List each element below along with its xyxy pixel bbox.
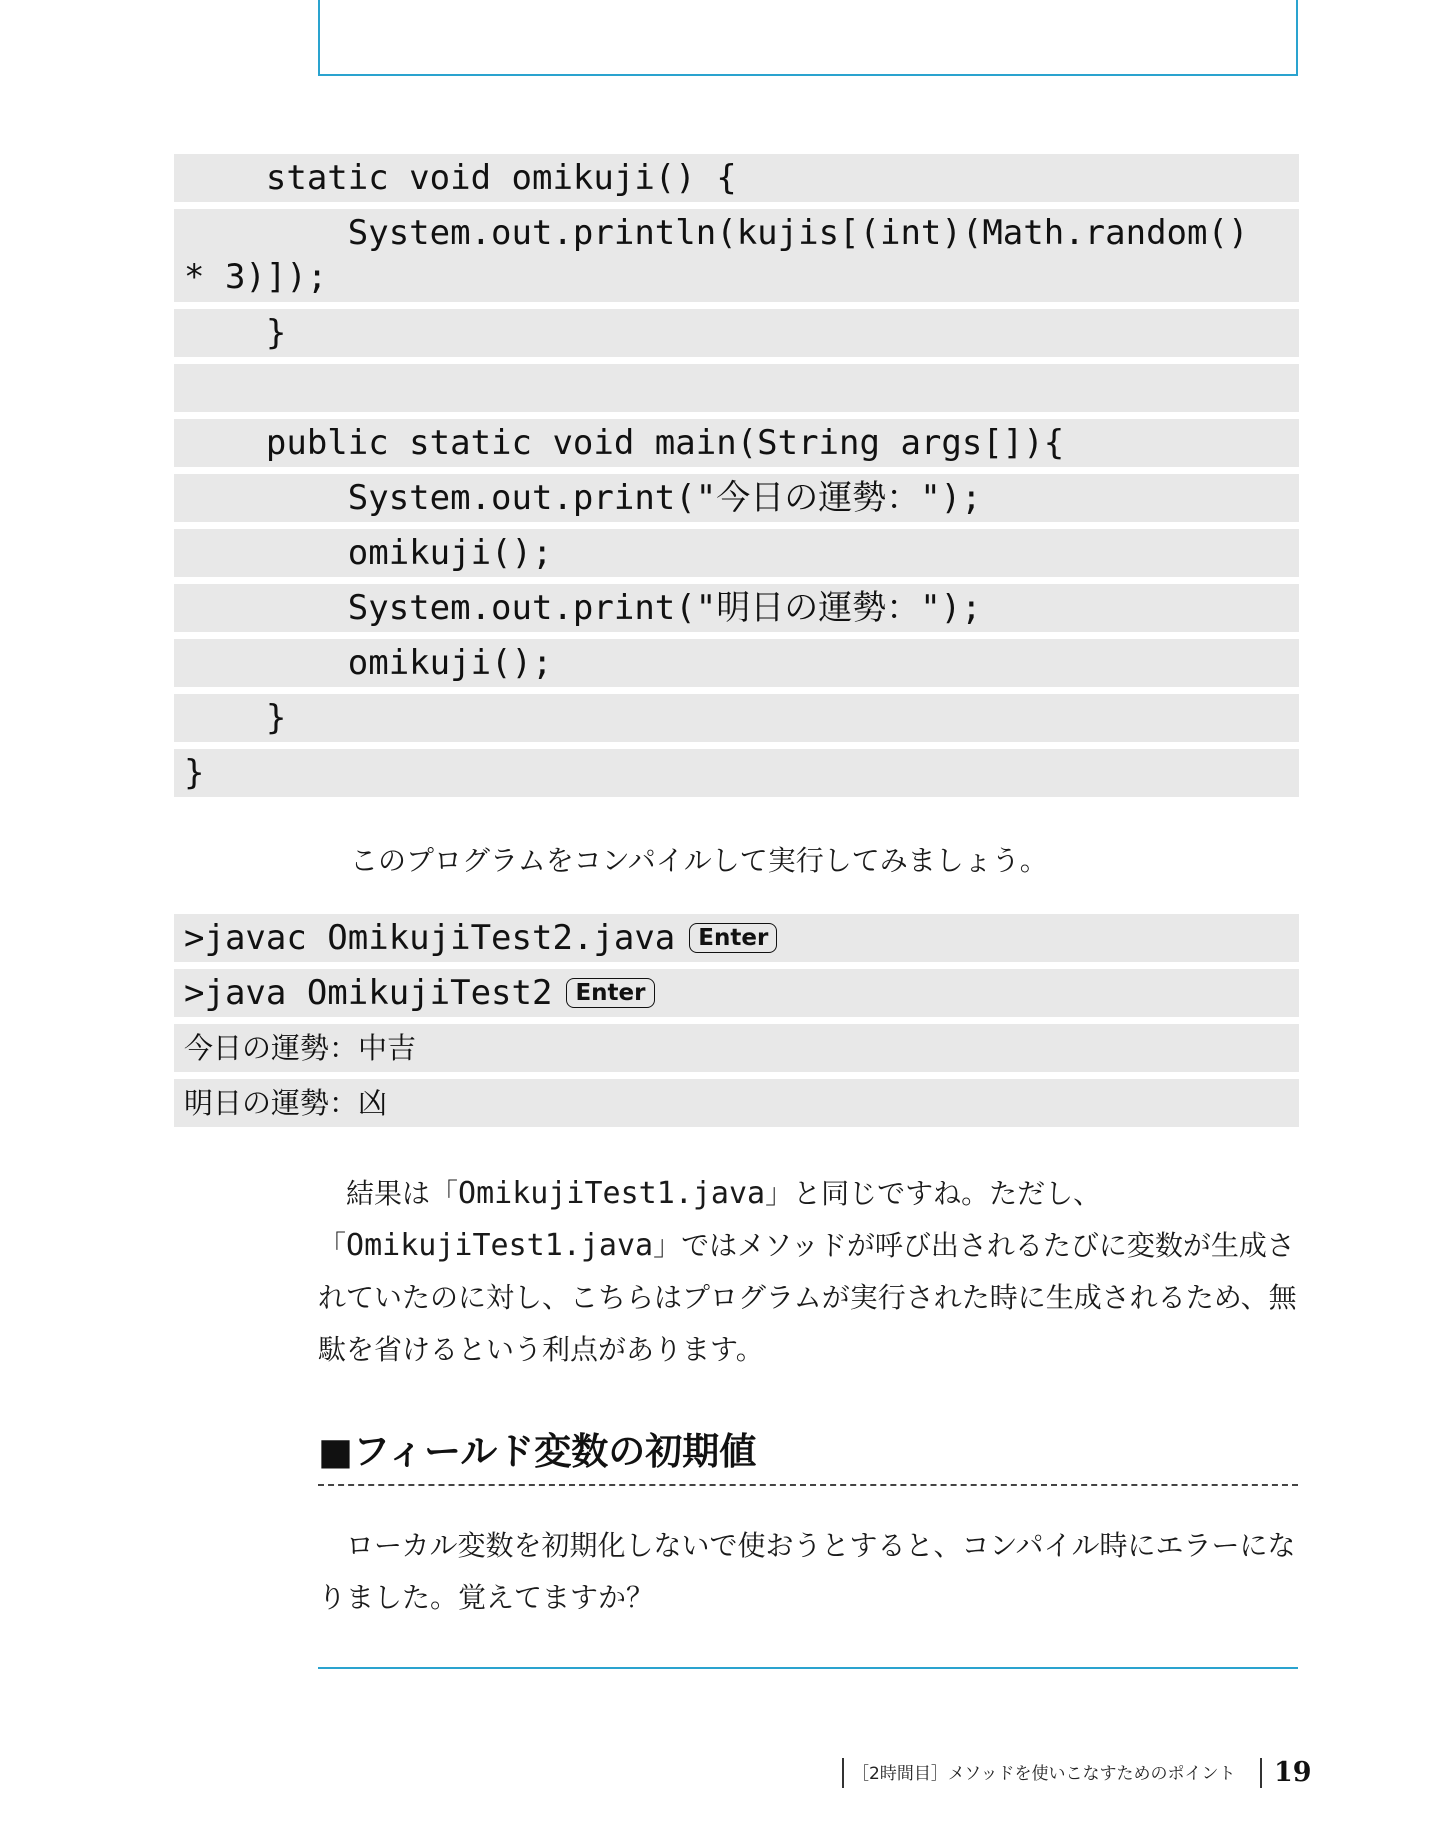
console-output: 今日の運勢：中吉 bbox=[174, 1024, 1299, 1072]
paragraph-text: 」ではメソッドが呼び出されるたびに変数が生成されていたのに対し、こちらはプログラムが実行された時に生成されるため、無駄を省けるという利点があります。 bbox=[318, 1229, 1297, 1366]
console-command bbox=[174, 914, 1299, 962]
heading-underline bbox=[318, 1484, 1298, 1486]
note-box bbox=[318, 0, 1298, 76]
code-line: omikuji(); bbox=[174, 529, 1299, 577]
code-line: } bbox=[174, 309, 1299, 357]
footer-divider bbox=[1260, 1758, 1262, 1788]
paragraph-text: 結果は「 bbox=[318, 1177, 459, 1210]
inline-code: OmikujiTest1.java bbox=[458, 1176, 766, 1211]
body-paragraph: ローカル変数を初期化しないで使おうとすると、コンパイル時にエラーになりました。覚えてますか？ bbox=[318, 1529, 1296, 1614]
command-text: >javac OmikujiTest2.java bbox=[184, 918, 676, 958]
code-line: } bbox=[174, 694, 1299, 742]
paragraph-text: 」と同じですね。ただし、「 bbox=[318, 1177, 1102, 1262]
body-paragraph bbox=[318, 1168, 1298, 1376]
footer-divider bbox=[842, 1758, 844, 1788]
code-line bbox=[174, 364, 1299, 412]
code-line: System.out.print("今日の運勢："); bbox=[174, 474, 1299, 522]
code-line: static void omikuji() { bbox=[174, 154, 1299, 202]
section-heading: ■フィールド変数の初期値 bbox=[318, 1430, 757, 1473]
code-line: System.out.println(kujis[(int)(Math.random() * 3)]); bbox=[174, 209, 1299, 302]
enter-key-icon: Enter bbox=[689, 923, 777, 953]
code-line: omikuji(); bbox=[174, 639, 1299, 687]
console-command bbox=[174, 969, 1299, 1017]
code-line: System.out.print("明日の運勢："); bbox=[174, 584, 1299, 632]
code-line: public static void main(String args[]){ bbox=[174, 419, 1299, 467]
intro-text: このプログラムをコンパイルして実行してみましょう。 bbox=[350, 844, 1048, 877]
enter-key-icon: Enter bbox=[566, 978, 654, 1008]
page-number: 19 bbox=[1274, 1757, 1312, 1788]
inline-code: OmikujiTest1.java bbox=[346, 1228, 654, 1263]
code-line: } bbox=[174, 749, 1299, 797]
console-output: 明日の運勢：凶 bbox=[174, 1079, 1299, 1127]
footer-chapter: ［2時間目］メソッドを使いこなすためのポイント bbox=[852, 1764, 1236, 1784]
divider bbox=[318, 1667, 1298, 1669]
command-text: >java OmikujiTest2 bbox=[184, 973, 553, 1013]
